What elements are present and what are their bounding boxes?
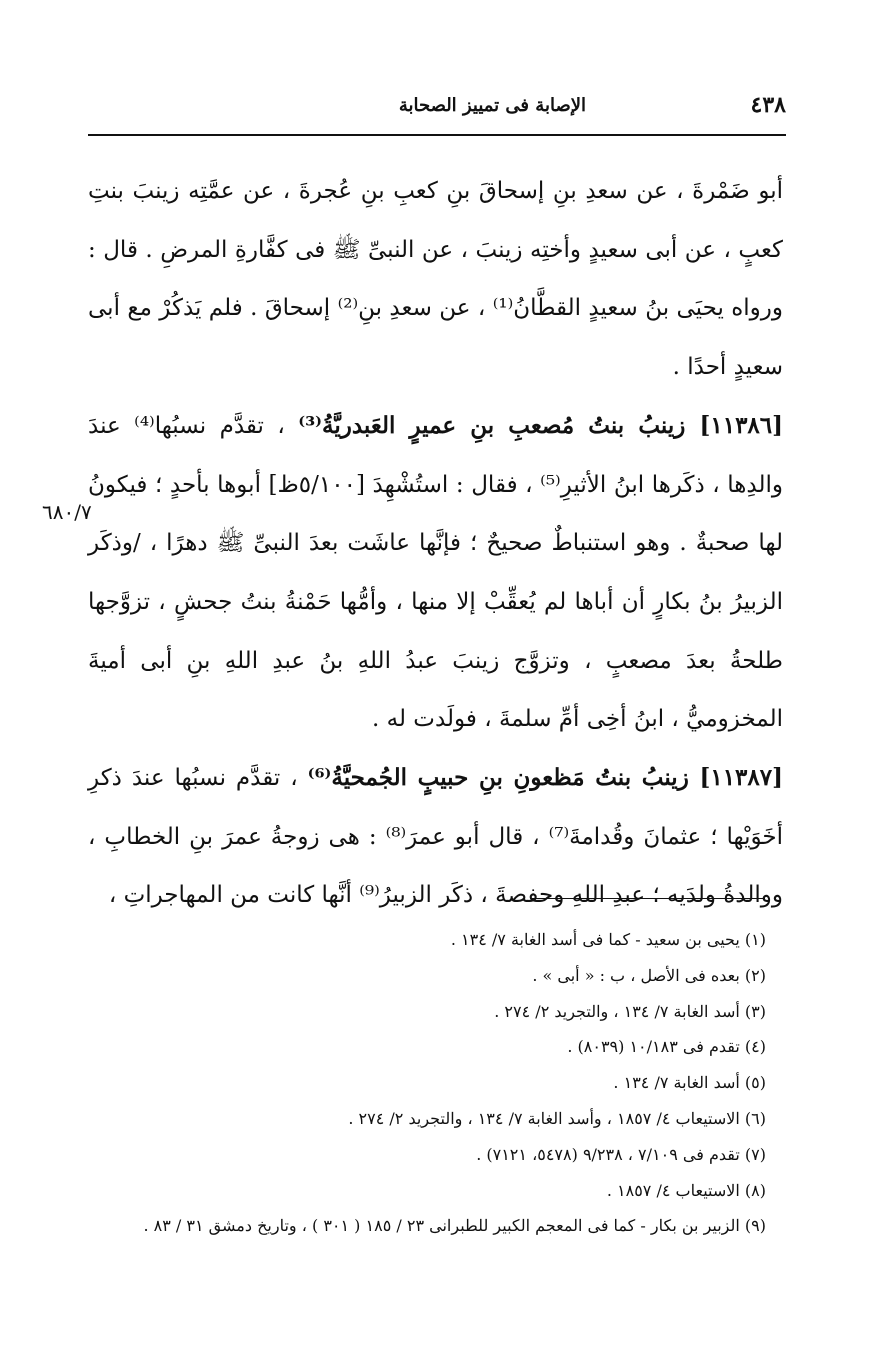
paragraph-hadith-chain: أبو ضَمْرةَ ، عن سعدِ بنِ إسحاقَ بنِ كعبِ بنِ عُجرةَ ، عن عمَّتِه زينبَ بنتِ كعبٍ ، عن أبى سعيدٍ وأختِه زينبَ ، عن النبىِّ ﷺ فى كفَّارةِ المرضِ . قال : ورواه يحيَى بنُ سعيدٍ القطَّانُ⁽¹⁾ ، عن سعدِ بنِ⁽²⁾ إسحاقَ . فلم يَذكُرْ مع أبى سعيدٍ أحدًا . (88, 178, 784, 381)
footnote-1: (١) يحيى بن سعيد - كما فى أسد الغابة ٧/ ١٣٤ . (450, 930, 766, 949)
footnotes (80, 922, 766, 1244)
footnote-9: (٩) الزبير بن بكار - كما فى المعجم الكبير للطبرانى ٢٣ / ١٨٥ ( ٣٠١ ) ، وتاريخ دمشق ٣١ / ٨٣ . (143, 1216, 766, 1236)
entry-11387-text: ، تقدَّم نسبُها عندَ ذكرِ أخَوَيْها ؛ عثمانَ وقُدامةَ⁽⁷⁾ ، قال أبو عمرَ⁽⁸⁾ : هى زوجةُ عمرَ بنِ الخطابِ ، ووالدةُ ولدَيه ؛ عبدِ اللهِ وحفصةَ ، ذكَر الزبيرُ⁽⁹⁾ أنَّها كانت من المهاجراتِ ، (88, 765, 783, 909)
main-text (88, 162, 783, 925)
footnote-4: (٤) تقدم فى ١٠/١٨٣ (٨٠٣٩) . (567, 1037, 766, 1057)
footnote-8: (٨) الاستيعاب ٤/ ١٨٥٧ . (606, 1180, 766, 1200)
entry-11387-heading: [١١٣٨٧] زينبُ بنتُ مَظعونِ بنِ حبيبٍ الجُمحيَّةُ⁽⁶⁾ (307, 764, 784, 792)
footnote-5: (٥) أسد الغابة ٧/ ١٣٤ . (613, 1073, 766, 1093)
footnote-2: (٢) بعده فى الأصل ، ب : « أبى » . (532, 965, 766, 985)
page-number: ٤٣٨ (750, 92, 786, 118)
header-rule (88, 134, 786, 136)
footnote-7: (٧) تقدم فى ٧/١٠٩ ، ٩/٢٣٨ (٥٤٧٨، ٧١٢١) . (476, 1144, 766, 1164)
footnote-3: (٣) أسد الغابة ٧/ ١٣٤ ، والتجريد ٢/ ٢٧٤ . (494, 1001, 766, 1021)
entry-11386-heading: [١١٣٨٦] زينبُ بنتُ مُصعبِ بنِ عميرٍ العَبدريَّةُ⁽³⁾ (298, 411, 784, 439)
running-title: الإصابة فى تمييز الصحابة (398, 95, 586, 116)
page-header (88, 92, 786, 128)
entry-11386-text: ، تقدَّم نسبُها⁽⁴⁾ عندَ والدِها ، ذكَرها ابنُ الأثيرِ⁽⁵⁾ ، فقال : استُشْهِدَ [٥/١٠٠ظ] أبوها بأحدٍ ؛ فيكونُ لها صحبةٌ . وهو استنباطٌ صحيحٌ ؛ فإنَّها عاشَت بعدَ النبىِّ ﷺ دهرًا ، /وذكَر الزبيرُ بنُ بكارٍ أن أباها لم يُعقِّبْ إلا منها ، وأمُّها حَمْنةُ بنتُ جحشٍ ، تزوَّجها طلحةُ بعدَ مصعبٍ ، وتزوَّج زينبَ عبدُ اللهِ بنُ عبدِ اللهِ بنِ أبى أميةَ المخزوميُّ ، ابنُ أخِى أمِّ سلمةَ ، فولَدت له . (88, 412, 784, 733)
margin-volume-reference: ٦٨٠/٧ (42, 500, 92, 524)
footnote-6: (٦) الاستيعاب ٤/ ١٨٥٧ ، وأسد الغابة ٧/ ١٣٤ ، والتجريد ٢/ ٢٧٤ . (348, 1108, 766, 1128)
footnote-separator (530, 898, 765, 899)
entry-11386 (88, 397, 783, 749)
